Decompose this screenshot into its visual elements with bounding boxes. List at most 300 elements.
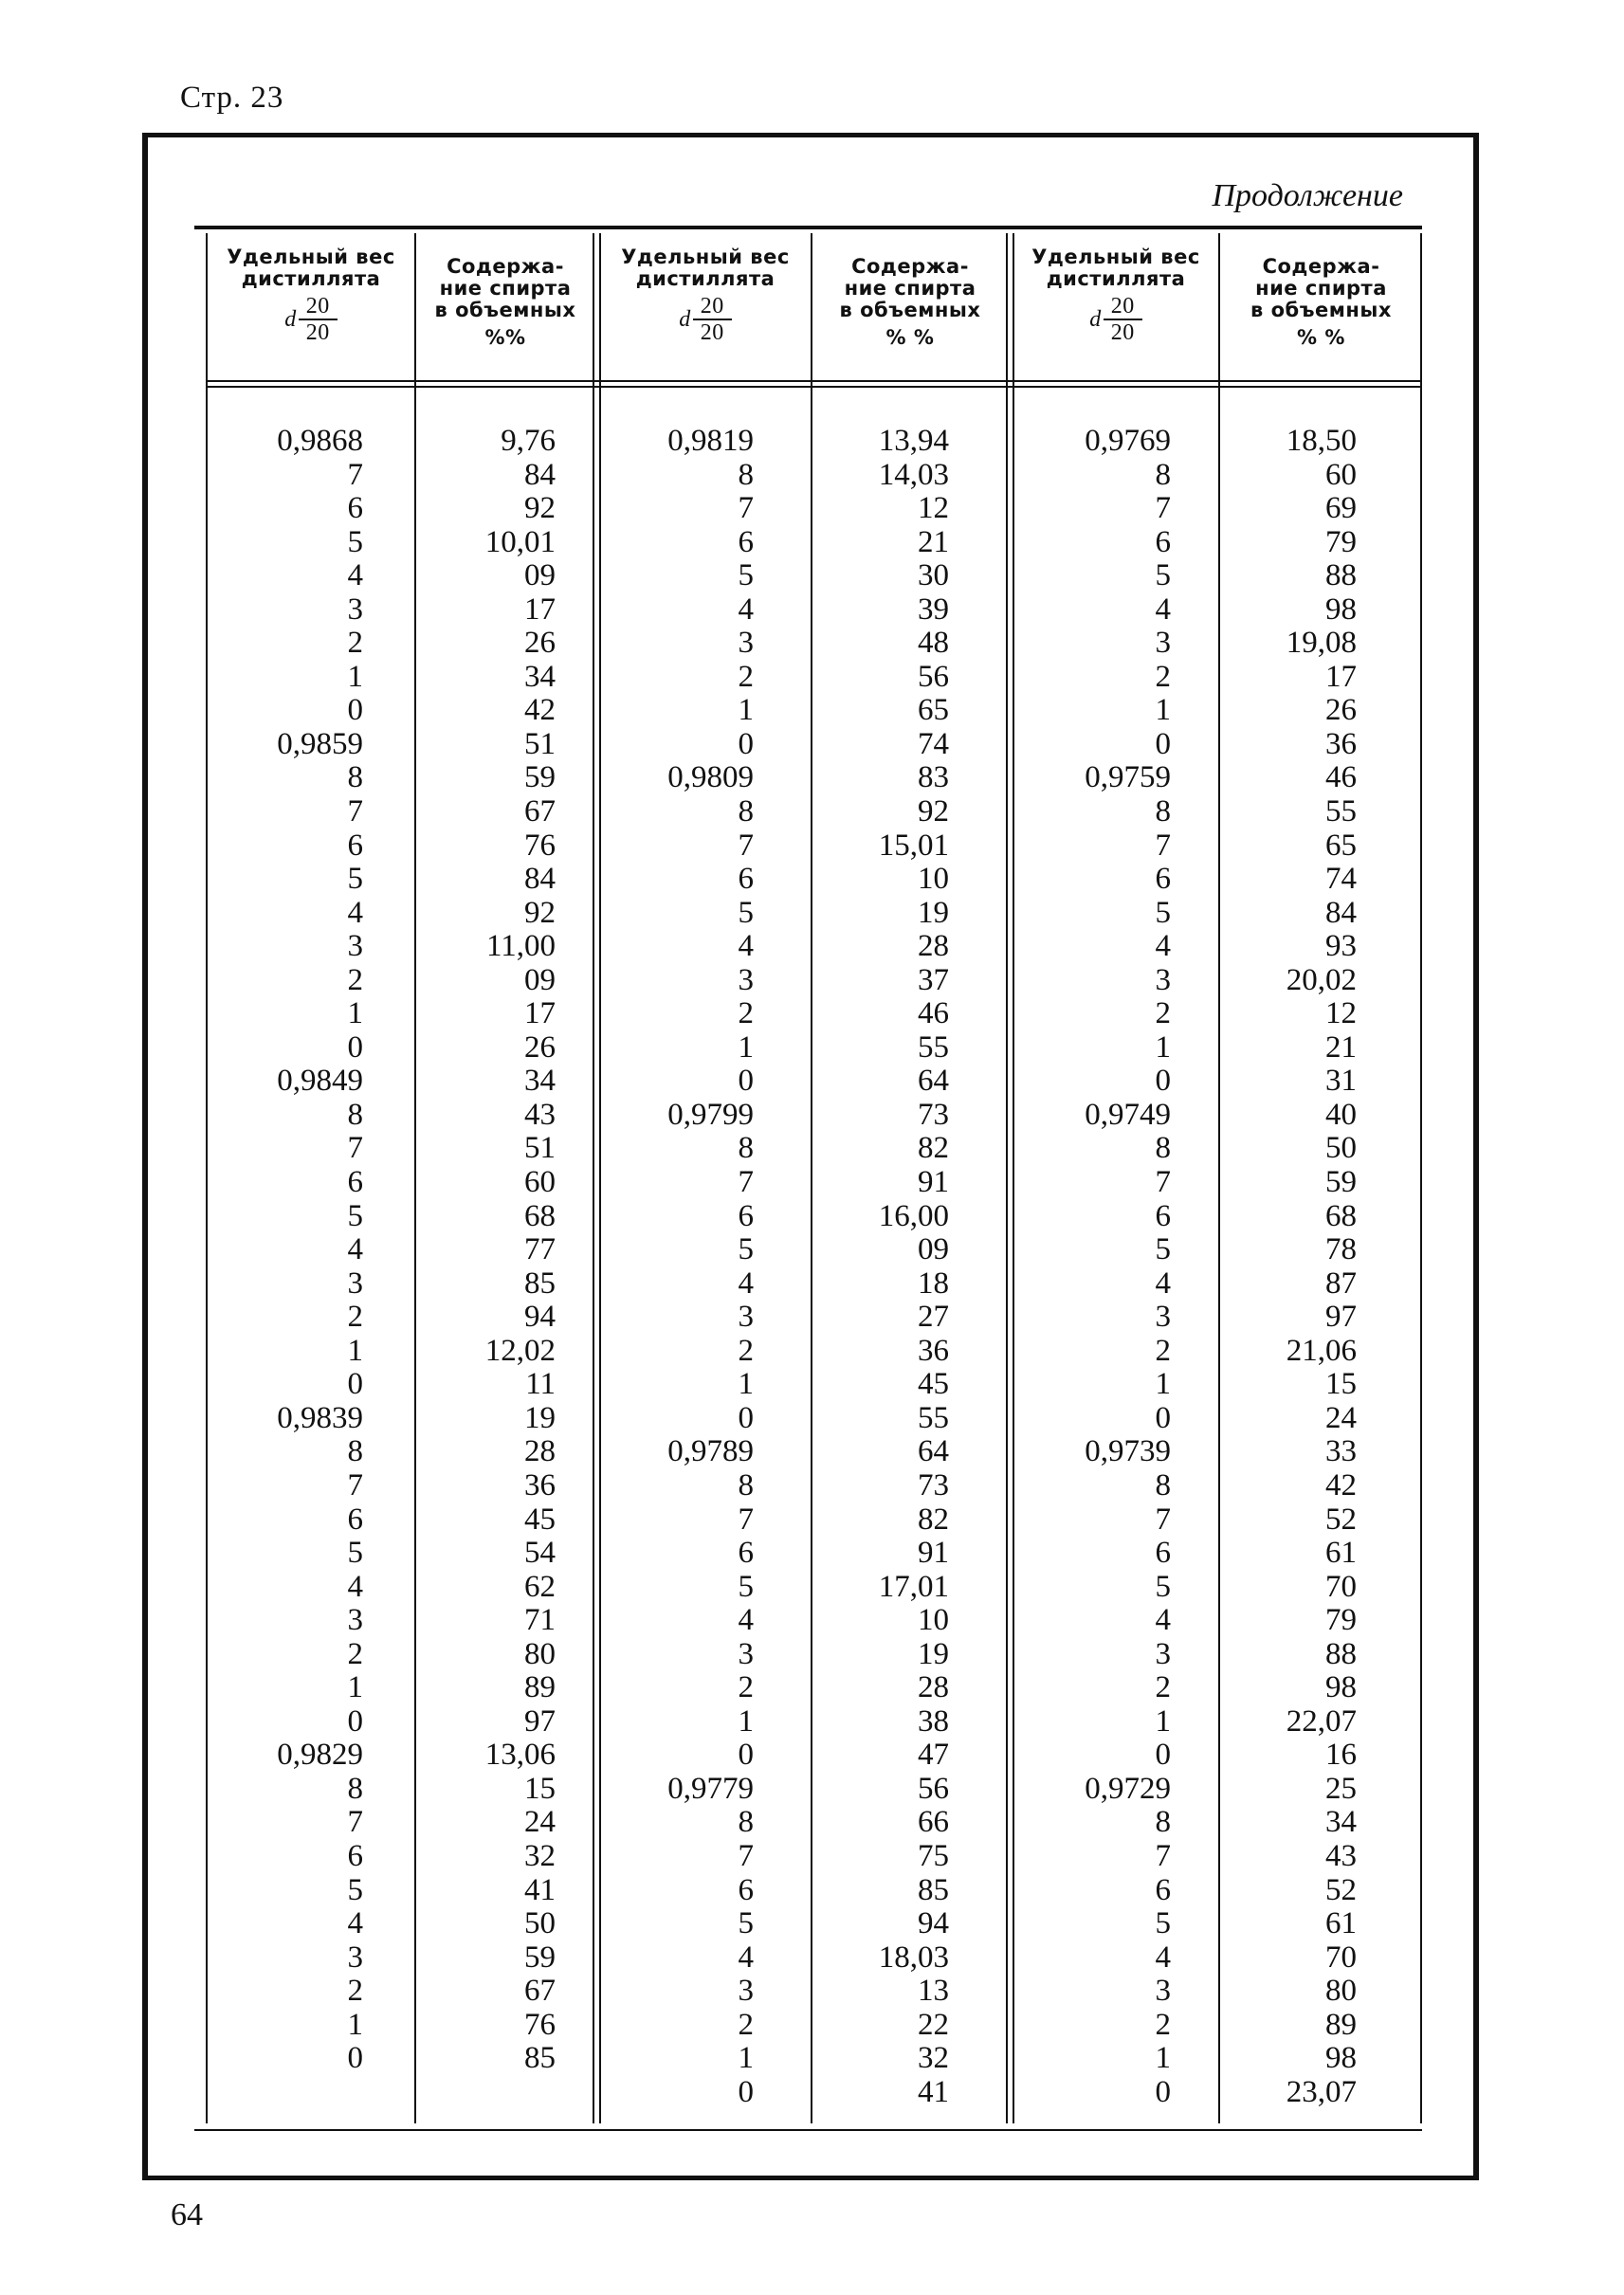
header-double-rule: [206, 380, 1422, 388]
table-cell: 89: [524, 1670, 556, 1705]
table-cell: 3: [1155, 962, 1171, 997]
table-cell: 50: [1325, 1131, 1357, 1166]
table-cell: 6: [1155, 862, 1171, 897]
table-cell: 52: [1325, 1502, 1357, 1537]
table-cell: 18,50: [1286, 424, 1357, 458]
table-cell: 76: [524, 2007, 556, 2042]
table-cell: 1: [738, 2041, 754, 2076]
table-cell: 2: [347, 1636, 363, 1671]
table-cell: 4: [738, 592, 754, 627]
fraction-symbol: d: [1089, 307, 1102, 332]
table-cell: 85: [524, 1266, 556, 1301]
table-cell: 3: [738, 626, 754, 661]
table-cell: 1: [347, 2007, 363, 2042]
column-specific-gravity-1: [208, 425, 363, 2076]
table-cell: 18,03: [878, 1940, 949, 1975]
fraction-denominator: 20: [305, 320, 330, 345]
table-cell: 40: [1325, 1097, 1357, 1132]
table-cell: 0,9759: [1085, 760, 1171, 795]
table-cell: 21,06: [1286, 1333, 1357, 1368]
header-text: в объемных: [434, 299, 576, 321]
table-cell: 19: [524, 1400, 556, 1435]
table-cell: 4: [738, 1603, 754, 1638]
table-cell: 80: [1325, 1974, 1357, 2009]
table-cell: 34: [524, 1064, 556, 1099]
table-cell: 54: [524, 1536, 556, 1571]
table-cell: 1: [738, 1367, 754, 1402]
table-cell: 17: [524, 996, 556, 1031]
table-cell: 91: [918, 1536, 949, 1571]
table-cell: 7: [347, 794, 363, 829]
table-cell: 0: [1155, 1064, 1171, 1099]
table-cell: 1: [347, 996, 363, 1031]
header-alcohol-content-2: [814, 256, 1006, 349]
table-cell: 15: [524, 1771, 556, 1806]
column-divider: [1420, 233, 1422, 2123]
table-cell: 3: [1155, 626, 1171, 661]
table-cell: 5: [347, 1872, 363, 1907]
table-cell: 09: [524, 558, 556, 593]
table-cell: 5: [738, 1569, 754, 1604]
page-header-label: Стр. 23: [180, 81, 284, 115]
table-cell: 19,08: [1286, 626, 1357, 661]
table-cell: 93: [1325, 929, 1357, 964]
table-cell: 84: [1325, 895, 1357, 930]
table-cell: 2: [1155, 659, 1171, 694]
table-cell: 48: [918, 626, 949, 661]
table-cell: 1: [1155, 1367, 1171, 1402]
table-cell: 7: [738, 1838, 754, 1873]
table-cell: 7: [1155, 1838, 1171, 1873]
table-cell: 78: [1325, 1232, 1357, 1267]
table-cell: 0: [347, 1029, 363, 1065]
table-cell: 97: [524, 1703, 556, 1739]
table-cell: 85: [524, 2041, 556, 2076]
table-cell: 5: [738, 558, 754, 593]
table-cell: 67: [524, 1974, 556, 2009]
continuation-note: Продолжение: [1212, 178, 1403, 213]
table-cell: 5: [347, 1536, 363, 1571]
header-text: Содержа-: [447, 255, 564, 278]
table-cell: 8: [347, 760, 363, 795]
table-cell: 0,9739: [1085, 1434, 1171, 1469]
table-cell: 55: [918, 1400, 949, 1435]
table-cell: 38: [918, 1703, 949, 1739]
table-cell: 32: [524, 1838, 556, 1873]
table-cell: 24: [1325, 1400, 1357, 1435]
table-cell: 4: [1155, 1266, 1171, 1301]
table-cell: 0,9868: [277, 424, 363, 458]
table-cell: 92: [524, 491, 556, 526]
header-text: ние спирта: [844, 277, 976, 300]
table-cell: 27: [918, 1300, 949, 1335]
table-cell: 20,02: [1286, 962, 1357, 997]
table-cell: 31: [1325, 1064, 1357, 1099]
header-alcohol-content-3: [1222, 256, 1420, 349]
table-cell: 2: [738, 659, 754, 694]
table-cell: 28: [918, 929, 949, 964]
table-cell: 3: [347, 929, 363, 964]
table-cell: 0,9789: [667, 1434, 754, 1469]
table-cell: 8: [347, 1771, 363, 1806]
table-cell: 6: [1155, 1872, 1171, 1907]
header-text: ние спирта: [439, 277, 572, 300]
column-divider: [811, 233, 812, 2123]
table-cell: 6: [738, 1872, 754, 1907]
header-text: дистиллята: [1046, 267, 1186, 290]
table-cell: 4: [1155, 1940, 1171, 1975]
table-cell: 36: [1325, 726, 1357, 761]
table-cell: 15: [1325, 1367, 1357, 1402]
table-cell: 8: [1155, 1805, 1171, 1840]
table-cell: 7: [1155, 828, 1171, 863]
table-cell: 6: [1155, 524, 1171, 559]
table-cell: 4: [1155, 592, 1171, 627]
table-cell: 5: [1155, 1569, 1171, 1604]
table-cell: 73: [918, 1097, 949, 1132]
table-cell: 8: [738, 1805, 754, 1840]
table-cell: 8: [1155, 1131, 1171, 1166]
table-cell: 2: [738, 1670, 754, 1705]
table-cell: 68: [1325, 1198, 1357, 1233]
table-cell: 09: [524, 962, 556, 997]
header-text: ние спирта: [1255, 277, 1387, 300]
header-specific-gravity-3: [1013, 246, 1218, 345]
table-cell: 60: [524, 1165, 556, 1200]
table-cell: 3: [1155, 1300, 1171, 1335]
table-cell: 0: [1155, 1400, 1171, 1435]
fraction-numerator: 20: [1104, 294, 1142, 320]
table-cell: 41: [524, 1872, 556, 1907]
table-cell: 61: [1325, 1536, 1357, 1571]
table-cell: 0: [738, 1064, 754, 1099]
table-cell: 17: [1325, 659, 1357, 694]
table-cell: 3: [738, 962, 754, 997]
table-cell: 71: [524, 1603, 556, 1638]
table-cell: 76: [524, 828, 556, 863]
fraction-numerator: 20: [299, 294, 338, 320]
table-top-rule: [194, 226, 1422, 229]
table-cell: 4: [347, 1569, 363, 1604]
table-cell: 7: [738, 1165, 754, 1200]
table-cell: 10: [918, 862, 949, 897]
table-cell: 59: [524, 1940, 556, 1975]
column-alcohol-content-3: [1222, 425, 1357, 2109]
table-cell: 1: [738, 1703, 754, 1739]
table-cell: 1: [1155, 693, 1171, 728]
table-cell: 0: [347, 693, 363, 728]
table-cell: 8: [1155, 1467, 1171, 1503]
table-cell: 21: [918, 524, 949, 559]
header-specific-gravity-1: [208, 246, 414, 345]
table-cell: 45: [918, 1367, 949, 1402]
table-cell: 4: [1155, 929, 1171, 964]
table-cell: 62: [524, 1569, 556, 1604]
table-cell: 10: [918, 1603, 949, 1638]
table-cell: 68: [524, 1198, 556, 1233]
table-cell: 10,01: [484, 524, 556, 559]
table-cell: 2: [347, 962, 363, 997]
table-cell: 6: [347, 491, 363, 526]
table-cell: 4: [347, 1906, 363, 1941]
table-cell: 4: [738, 1266, 754, 1301]
table-cell: 11,00: [485, 929, 556, 964]
d20-20-fraction: [1089, 294, 1142, 345]
table-cell: 51: [524, 1131, 556, 1166]
table-cell: 47: [918, 1738, 949, 1773]
table-cell: 98: [1325, 2041, 1357, 2076]
table-cell: 1: [738, 693, 754, 728]
table-cell: 65: [1325, 828, 1357, 863]
table-cell: 4: [738, 1940, 754, 1975]
table-cell: 0,9839: [277, 1400, 363, 1435]
table-cell: 0,9769: [1085, 424, 1171, 458]
table-cell: 5: [1155, 1906, 1171, 1941]
alcohol-content-table: [194, 226, 1422, 2131]
table-cell: 59: [1325, 1165, 1357, 1200]
table-cell: 7: [347, 1805, 363, 1840]
table-cell: 8: [738, 457, 754, 492]
table-cell: 98: [1325, 1670, 1357, 1705]
table-cell: 5: [1155, 895, 1171, 930]
table-cell: 73: [918, 1467, 949, 1503]
table-cell: 79: [1325, 524, 1357, 559]
table-cell: 64: [918, 1064, 949, 1099]
table-cell: 87: [1325, 1266, 1357, 1301]
table-cell: 65: [918, 693, 949, 728]
table-cell: 8: [347, 1097, 363, 1132]
table-cell: 45: [524, 1502, 556, 1537]
table-cell: 6: [347, 1502, 363, 1537]
table-cell: 6: [347, 1165, 363, 1200]
table-cell: 25: [1325, 1771, 1357, 1806]
table-cell: 2: [1155, 1670, 1171, 1705]
table-cell: 1: [1155, 1703, 1171, 1739]
table-cell: 3: [738, 1300, 754, 1335]
header-unit: % %: [885, 326, 935, 349]
table-cell: 0,9729: [1085, 1771, 1171, 1806]
table-cell: 91: [918, 1165, 949, 1200]
table-cell: 0: [738, 1400, 754, 1435]
table-cell: 3: [1155, 1974, 1171, 2009]
table-cell: 50: [524, 1906, 556, 1941]
table-cell: 17: [524, 592, 556, 627]
table-cell: 0: [1155, 1738, 1171, 1773]
header-text: дистиллята: [241, 267, 381, 290]
table-cell: 15,01: [878, 828, 949, 863]
table-cell: 1: [1155, 1029, 1171, 1065]
table-cell: 88: [1325, 1636, 1357, 1671]
table-cell: 3: [347, 1266, 363, 1301]
table-cell: 94: [524, 1300, 556, 1335]
header-text: Удельный вес: [1031, 246, 1200, 268]
table-cell: 12,02: [484, 1333, 556, 1368]
header-alcohol-content-1: [418, 256, 593, 349]
table-cell: 19: [918, 1636, 949, 1671]
column-alcohol-content-1: [418, 425, 556, 2076]
fraction-denominator: 20: [1110, 320, 1135, 345]
page-number: 64: [171, 2197, 203, 2232]
table-cell: 2: [738, 1333, 754, 1368]
table-cell: 5: [738, 1906, 754, 1941]
table-cell: 28: [918, 1670, 949, 1705]
table-cell: 6: [1155, 1198, 1171, 1233]
table-cell: 5: [347, 1198, 363, 1233]
table-cell: 94: [918, 1906, 949, 1941]
table-cell: 83: [918, 760, 949, 795]
table-cell: 7: [347, 1131, 363, 1166]
table-cell: 52: [1325, 1872, 1357, 1907]
table-cell: 09: [918, 1232, 949, 1267]
table-cell: 1: [347, 1333, 363, 1368]
table-cell: 13,94: [878, 424, 949, 458]
table-cell: 8: [1155, 457, 1171, 492]
table-cell: 0,9859: [277, 726, 363, 761]
table-cell: 7: [738, 491, 754, 526]
table-cell: 80: [524, 1636, 556, 1671]
table-cell: 67: [524, 794, 556, 829]
table-cell: 43: [524, 1097, 556, 1132]
table-cell: 1: [347, 659, 363, 694]
table-cell: 17,01: [878, 1569, 949, 1604]
table-cell: 0: [738, 1738, 754, 1773]
header-text: Удельный вес: [227, 246, 395, 268]
table-cell: 9,76: [501, 424, 556, 458]
table-cell: 5: [738, 895, 754, 930]
table-cell: 42: [524, 693, 556, 728]
table-cell: 6: [1155, 1536, 1171, 1571]
table-cell: 7: [1155, 491, 1171, 526]
fraction-symbol: d: [679, 307, 691, 332]
table-cell: 61: [1325, 1906, 1357, 1941]
fraction-symbol: d: [284, 307, 297, 332]
table-cell: 30: [918, 558, 949, 593]
header-specific-gravity-2: [600, 246, 811, 345]
table-bottom-rule: [194, 2129, 1422, 2131]
header-text: Содержа-: [851, 255, 969, 278]
table-cell: 3: [1155, 1636, 1171, 1671]
table-cell: 0: [347, 1703, 363, 1739]
table-cell: 85: [918, 1872, 949, 1907]
fraction-numerator: 20: [693, 294, 732, 320]
table-cell: 7: [738, 828, 754, 863]
table-cell: 7: [1155, 1165, 1171, 1200]
table-cell: 2: [347, 1300, 363, 1335]
table-cell: 74: [918, 726, 949, 761]
table-cell: 28: [524, 1434, 556, 1469]
table-cell: 0: [1155, 726, 1171, 761]
table-cell: 13: [918, 1974, 949, 2009]
table-cell: 21: [1325, 1029, 1357, 1065]
table-cell: 8: [347, 1434, 363, 1469]
table-cell: 0,9779: [667, 1771, 754, 1806]
table-cell: 46: [1325, 760, 1357, 795]
table-cell: 11: [525, 1367, 556, 1402]
table-cell: 37: [918, 962, 949, 997]
fraction-denominator: 20: [700, 320, 724, 345]
table-cell: 92: [524, 895, 556, 930]
table-cell: 84: [524, 457, 556, 492]
table-cell: 55: [918, 1029, 949, 1065]
table-cell: 7: [347, 1467, 363, 1503]
table-cell: 4: [1155, 1603, 1171, 1638]
table-cell: 1: [1155, 2041, 1171, 2076]
table-cell: 70: [1325, 1940, 1357, 1975]
table-cell: 5: [347, 524, 363, 559]
table-cell: 46: [918, 996, 949, 1031]
table-cell: 33: [1325, 1434, 1357, 1469]
table-cell: 60: [1325, 457, 1357, 492]
table-cell: 39: [918, 592, 949, 627]
header-text: дистиллята: [635, 267, 776, 290]
table-cell: 77: [524, 1232, 556, 1267]
table-cell: 79: [1325, 1603, 1357, 1638]
table-cell: 5: [1155, 558, 1171, 593]
d20-20-fraction: [679, 294, 732, 345]
table-cell: 26: [1325, 693, 1357, 728]
column-divider: [1218, 233, 1220, 2123]
table-cell: 0: [347, 1367, 363, 1402]
table-cell: 0,9829: [277, 1738, 363, 1773]
table-cell: 2: [738, 996, 754, 1031]
header-unit: %%: [484, 326, 526, 349]
table-cell: 2: [347, 626, 363, 661]
column-alcohol-content-2: [814, 425, 949, 2109]
table-cell: 4: [347, 895, 363, 930]
table-cell: 8: [738, 794, 754, 829]
table-cell: 6: [738, 862, 754, 897]
table-cell: 0: [1155, 2074, 1171, 2109]
table-cell: 66: [918, 1805, 949, 1840]
table-cell: 92: [918, 794, 949, 829]
table-cell: 12: [1325, 996, 1357, 1031]
header-text: в объемных: [839, 299, 981, 321]
table-cell: 16,00: [878, 1198, 949, 1233]
header-text: в объемных: [1250, 299, 1392, 321]
table-cell: 32: [918, 2041, 949, 2076]
table-cell: 82: [918, 1131, 949, 1166]
table-cell: 2: [1155, 996, 1171, 1031]
column-divider: [414, 233, 416, 2123]
table-cell: 34: [1325, 1805, 1357, 1840]
table-cell: 98: [1325, 592, 1357, 627]
table-cell: 59: [524, 760, 556, 795]
table-cell: 2: [1155, 2007, 1171, 2042]
table-cell: 2: [1155, 1333, 1171, 1368]
table-cell: 1: [738, 1029, 754, 1065]
table-cell: 8: [738, 1131, 754, 1166]
table-cell: 88: [1325, 558, 1357, 593]
table-cell: 5: [738, 1232, 754, 1267]
table-cell: 22: [918, 2007, 949, 2042]
table-cell: 97: [1325, 1300, 1357, 1335]
table-cell: 0,9799: [667, 1097, 754, 1132]
header-unit: % %: [1297, 326, 1345, 349]
header-text: Удельный вес: [621, 246, 790, 268]
table-cell: 6: [347, 828, 363, 863]
table-cell: 4: [738, 929, 754, 964]
table-cell: 82: [918, 1502, 949, 1537]
header-text: Содержа-: [1262, 255, 1380, 278]
table-cell: 6: [738, 1198, 754, 1233]
table-cell: 89: [1325, 2007, 1357, 2042]
table-cell: 84: [524, 862, 556, 897]
table-cell: 74: [1325, 862, 1357, 897]
table-cell: 0: [738, 2074, 754, 2109]
table-cell: 70: [1325, 1569, 1357, 1604]
table-cell: 56: [918, 1771, 949, 1806]
table-cell: 22,07: [1286, 1703, 1357, 1739]
